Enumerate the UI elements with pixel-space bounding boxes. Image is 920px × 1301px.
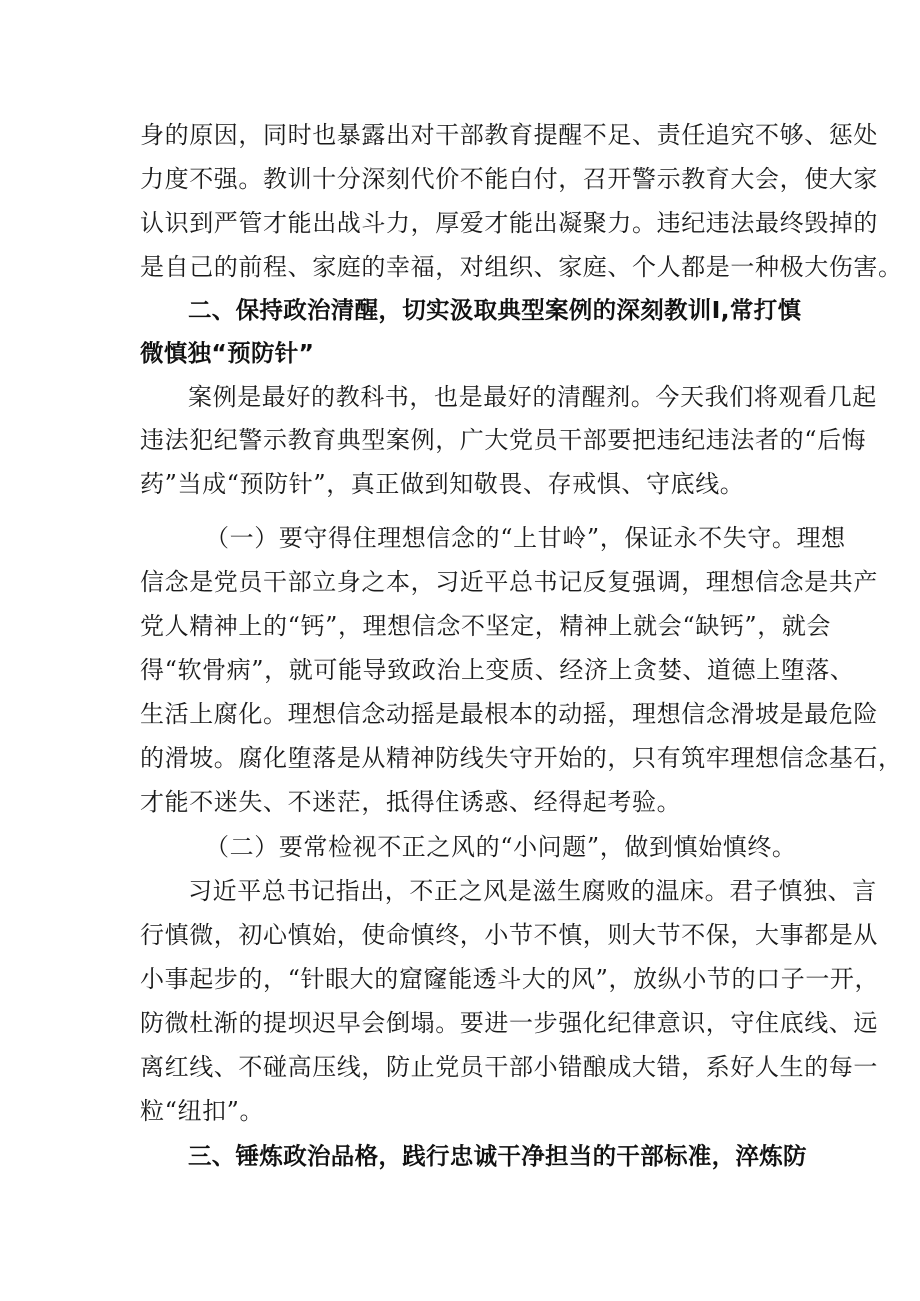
text-line: 才能不迷失、不迷茫，抵得住诱惑、经得起考验。: [140, 788, 682, 816]
section-heading-3: 三、锤炼政治品格，践行忠诚干净担当的干部标准，淬炼防: [188, 1142, 807, 1170]
text-line: 是自己的前程、家庭的幸福，对组织、家庭、个人都是一种极大伤害。: [140, 253, 903, 281]
text-line: 药”当成“预防针”，真正做到知敬畏、存戒惧、守底线。: [140, 470, 745, 498]
text-line: 习近平总书记指出，不正之风是滋生腐败的温床。君子慎独、言: [188, 877, 877, 905]
text-line: 离红线、不碰高压线，防止党员干部小错酿成大错，系好人生的每一: [140, 1053, 878, 1081]
text-line: 的滑坡。腐化堕落是从精神防线失守开始的，只有筑牢理想信念基石，: [140, 744, 903, 772]
text-line: 认识到严管才能出战斗力，厚爱才能出凝聚力。违纪违法最终毁掉的: [140, 209, 878, 237]
text-line: 身的原因，同时也暴露出对干部教育提醒不足、责任追究不够、惩处: [140, 121, 878, 149]
text-line: 行慎微，初心慎始，使命慎终，小节不慎，则大节不保，大事都是从: [140, 921, 878, 949]
text-line: 生活上腐化。理想信念动摇是最根本的动摇，理想信念滑坡是最危险: [140, 700, 878, 728]
text-line: 信念是党员干部立身之本，习近平总书记反复强调，理想信念是共产: [140, 568, 878, 596]
text-line: 粒“纽扣”。: [140, 1097, 265, 1125]
text-line: 违法犯纪警示教育典型案例，广大党员干部要把违纪违法者的“后悔: [140, 426, 867, 454]
section-heading-2-cont: 微慎独“预防针”: [140, 339, 315, 367]
text-line: 案例是最好的教科书，也是最好的清醒剂。今天我们将观看几起: [188, 383, 877, 411]
text-line: 党人精神上的“钙”，理想信念不坚定，精神上就会“缺钙”，就会: [140, 612, 832, 640]
section-heading-2: 二、保持政治清醒，切实汲取典型案例的深刻教训I,常打慎: [188, 296, 802, 324]
subsection-1: （一）要守得住理想信念的“上甘岭”，保证永不失守。理想: [205, 524, 846, 552]
text-line: 得“软骨病”，就可能导致政治上变质、经济上贪婪、道德上堕落、: [140, 656, 855, 684]
subsection-2: （二）要常检视不正之风的“小问题”，做到慎始慎终。: [205, 833, 797, 861]
text-line: 小事起步的，“针眼大的窟窿能透斗大的风”，放纵小节的口子一开，: [140, 965, 880, 993]
text-line: 防微杜渐的提坝迟早会倒塌。要进一步强化纪律意识，守住底线、远: [140, 1009, 878, 1037]
text-line: 力度不强。教训十分深刻代价不能白付，召开警示教育大会，使大家: [140, 165, 878, 193]
